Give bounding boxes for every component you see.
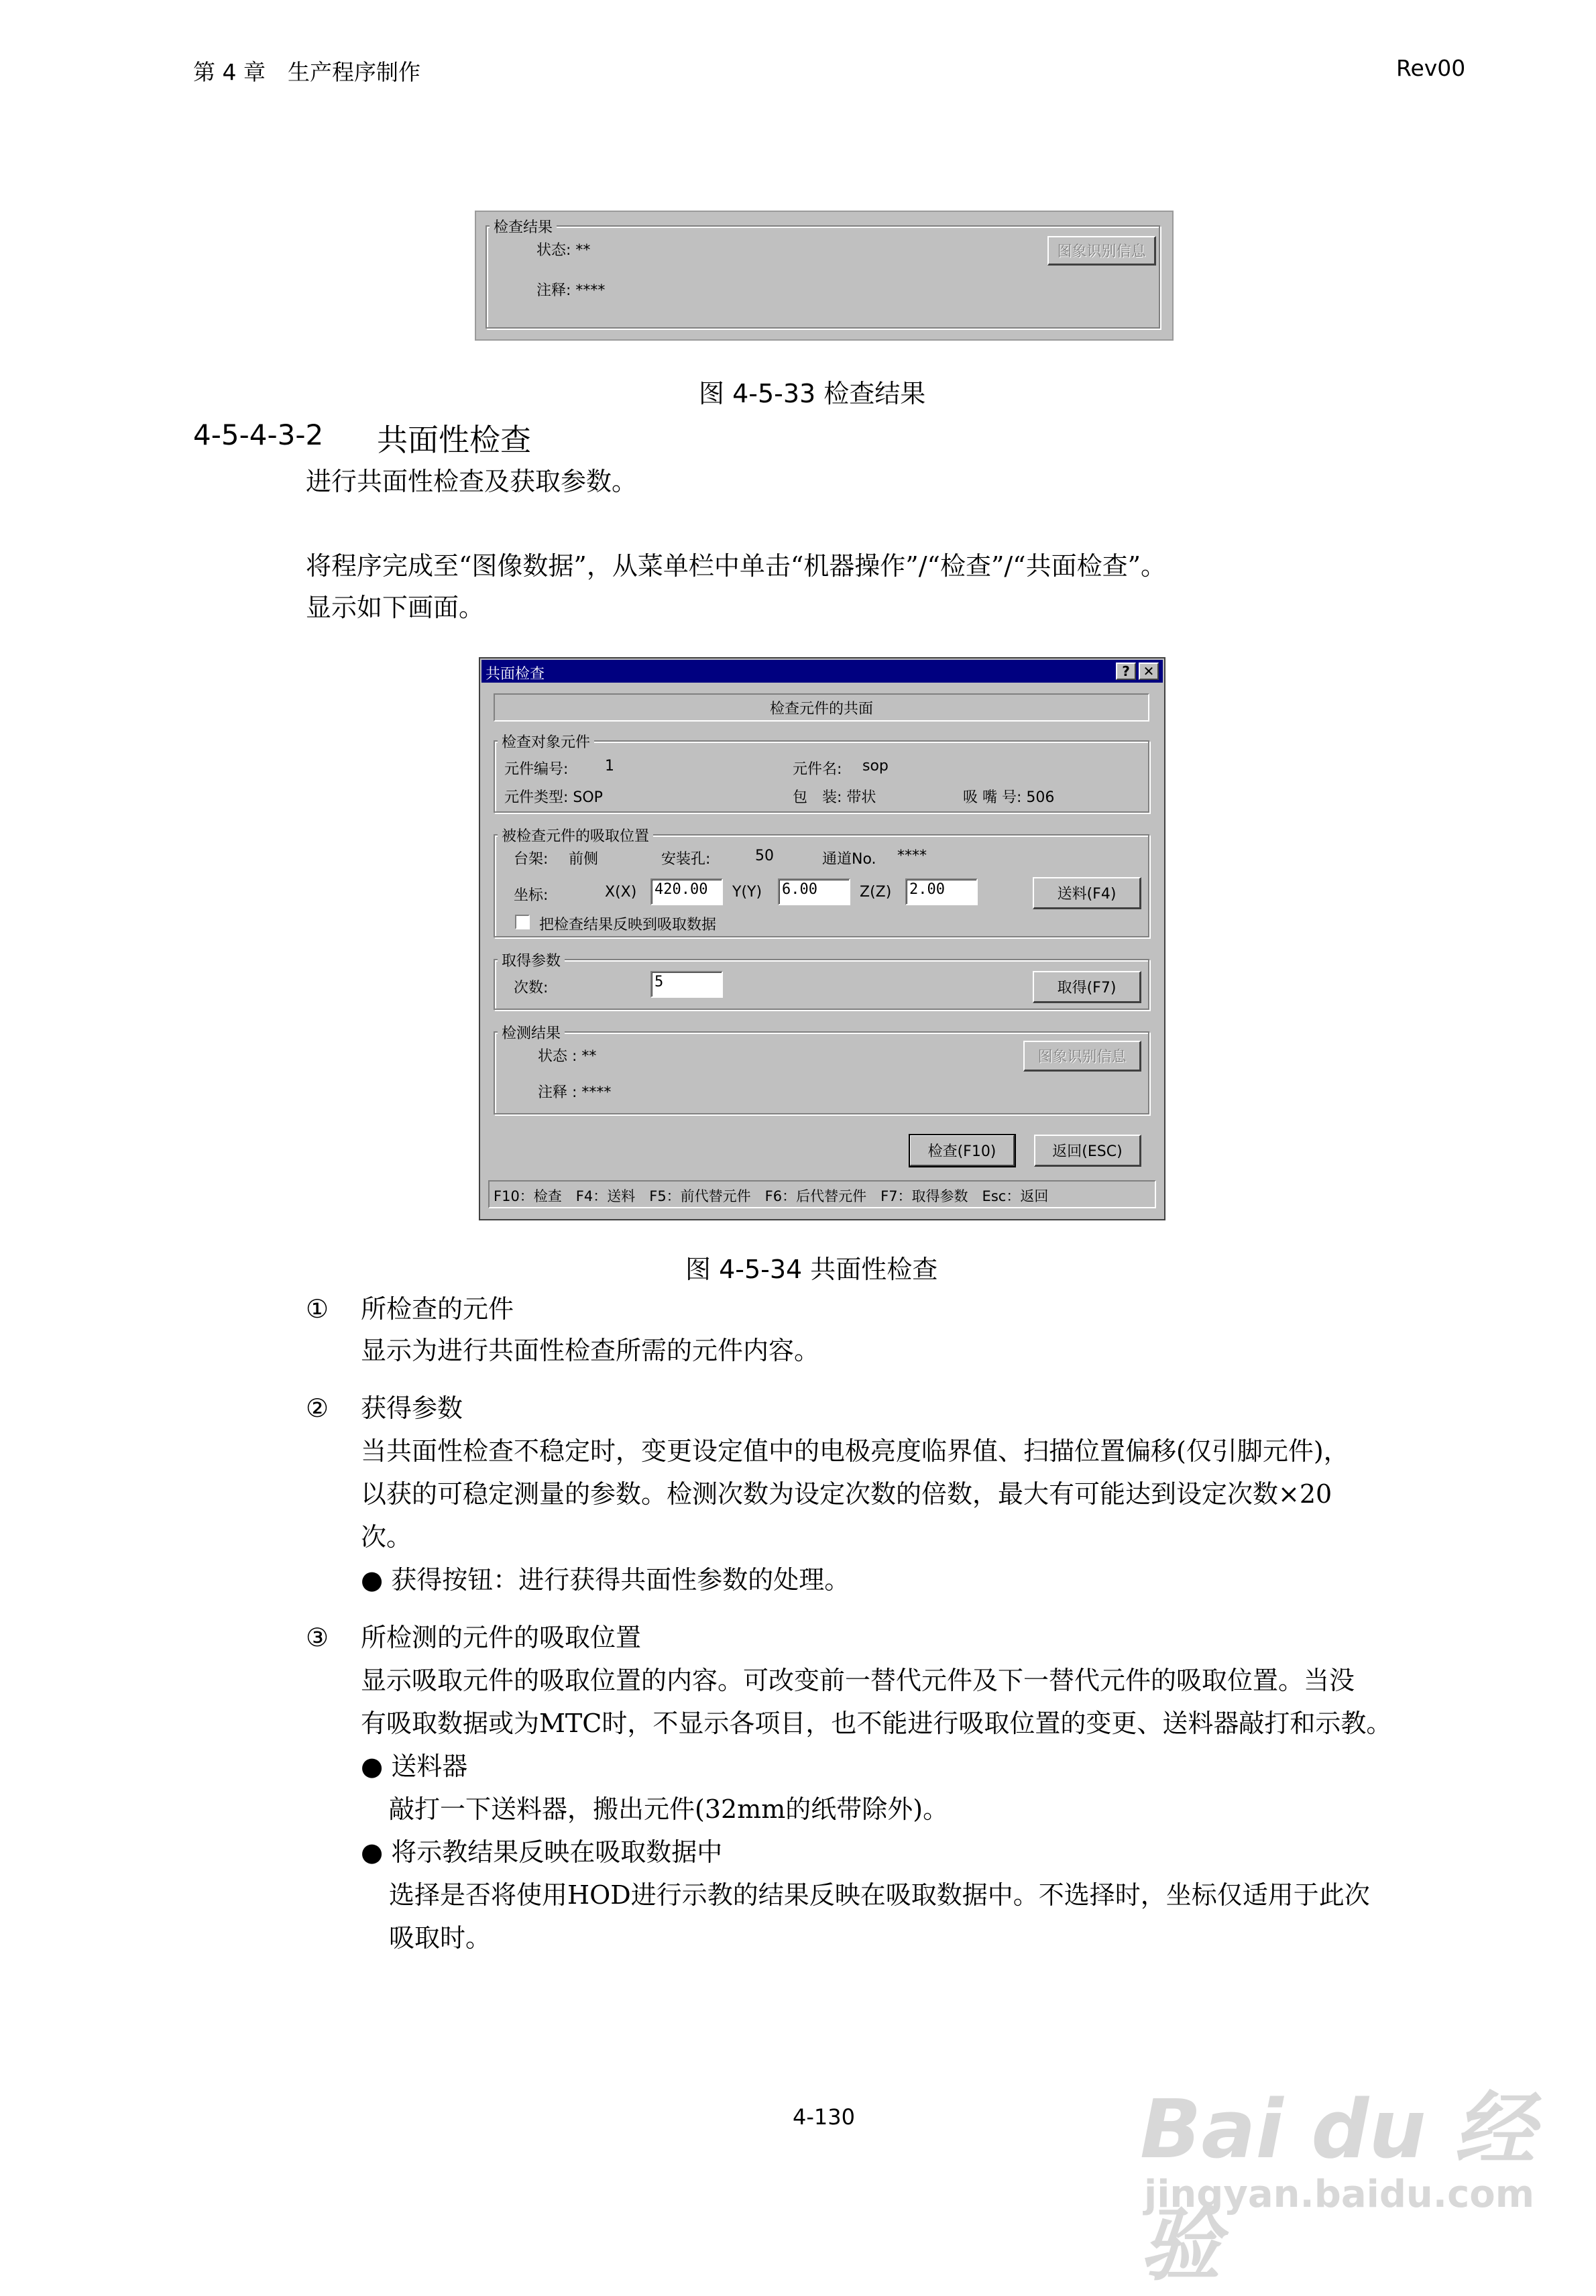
watermark-logo: Bai du 经验	[1140, 2083, 1535, 2292]
figure-caption: 图 4-5-33 检查结果	[699, 379, 926, 408]
item-line: 显示吸取元件的吸取位置的内容。可改变前一替代元件及下一替代元件的吸取位置。当没	[361, 1666, 1355, 1695]
sub-line: 敲打一下送料器，搬出元件(32mm的纸带除外)。	[389, 1794, 949, 1824]
dialog-banner: 检查元件的共面	[494, 693, 1149, 722]
sub-bullet: ● 送料器	[361, 1752, 468, 1781]
part-name-value: sop	[862, 758, 889, 774]
rack-value: 前侧	[569, 851, 599, 868]
result-note-text: 注释 : ****	[538, 1084, 612, 1101]
result-status-text: 状态 : **	[538, 1048, 597, 1065]
hole-label: 安装孔:	[661, 851, 711, 868]
pickup-group-title: 被检查元件的吸取位置	[498, 825, 653, 846]
result-image-info-button[interactable]: 图象识别信息	[1023, 1041, 1141, 1072]
reflect-checkbox[interactable]	[515, 915, 530, 929]
page-number: 4-130	[793, 2104, 855, 2130]
close-icon[interactable]: ✕	[1139, 663, 1159, 680]
y-label: Y(Y)	[732, 884, 762, 901]
note-text: 注释: ****	[536, 282, 606, 299]
item-title: 获得参数	[361, 1393, 463, 1423]
param-group-title: 取得参数	[498, 950, 565, 970]
chapter-header: 第 4 章 生产程序制作	[193, 59, 420, 85]
coord-label: 坐标:	[514, 887, 549, 904]
z-label: Z(Z)	[860, 884, 892, 901]
group-title: 检查结果	[490, 216, 557, 237]
item-marker: ①	[306, 1294, 329, 1324]
inspect-button[interactable]: 检查(F10)	[909, 1135, 1015, 1167]
channel-label: 通道No.	[822, 851, 876, 868]
sub-line: 吸取时。	[389, 1923, 492, 1953]
section-title: 共面性检查	[377, 422, 531, 458]
x-label: X(X)	[605, 884, 637, 901]
section-intro: 进行共面性检查及获取参数。	[306, 467, 638, 496]
part-number-label: 元件编号:	[504, 761, 569, 778]
image-info-button[interactable]: 图象识别信息	[1047, 236, 1156, 266]
inspection-result-panel	[475, 211, 1174, 341]
return-button[interactable]: 返回(ESC)	[1034, 1135, 1141, 1167]
count-label: 次数:	[514, 980, 549, 996]
hole-value: 50	[755, 848, 774, 864]
part-number-value: 1	[605, 758, 614, 774]
package-text: 包 装: 带状	[793, 789, 876, 806]
status-text: 状态: **	[536, 242, 591, 259]
item-marker: ③	[306, 1623, 329, 1652]
item-marker: ②	[306, 1393, 329, 1423]
revision-label: Rev00	[1396, 55, 1466, 81]
item-title: 所检查的元件	[361, 1294, 514, 1324]
item-title: 所检测的元件的吸取位置	[361, 1623, 642, 1652]
count-input[interactable]: 5	[650, 971, 723, 998]
y-coordinate-input[interactable]: 6.00	[778, 878, 850, 905]
get-button[interactable]: 取得(F7)	[1033, 971, 1141, 1003]
part-name-label: 元件名:	[793, 761, 842, 778]
item-line: 显示为进行共面性检查所需的元件内容。	[361, 1336, 820, 1365]
sub-line: 选择是否将使用HOD进行示教的结果反映在吸取数据中。不选择时，坐标仅适用于此次	[389, 1880, 1370, 1910]
reflect-checkbox-label: 把检查结果反映到吸取数据	[539, 917, 717, 933]
result-group-title: 检测结果	[498, 1022, 565, 1043]
item-line: 以获的可稳定测量的参数。检测次数为设定次数的倍数，最大有可能达到设定次数×20	[361, 1479, 1332, 1509]
target-group-title: 检查对象元件	[498, 731, 594, 752]
dialog-titlebar	[481, 660, 1163, 683]
item-bullet: ● 获得按钮：进行获得共面性参数的处理。	[361, 1565, 850, 1595]
item-line: 次。	[361, 1522, 412, 1552]
help-icon[interactable]: ?	[1116, 663, 1136, 680]
section-display-note: 显示如下画面。	[306, 593, 485, 622]
sub-bullet: ● 将示教结果反映在吸取数据中	[361, 1837, 723, 1867]
part-type-text: 元件类型: SOP	[504, 789, 603, 806]
figure-caption-34: 图 4-5-34 共面性检查	[685, 1255, 938, 1284]
dialog-title: 共面检查	[486, 666, 545, 683]
x-coordinate-input[interactable]: 420.00	[650, 878, 723, 905]
z-coordinate-input[interactable]: 2.00	[905, 878, 978, 905]
section-instruction: 将程序完成至“图像数据”，从菜单栏中单击“机器操作”/“检查”/“共面检查”。	[306, 551, 1167, 581]
dialog-statusbar: F10：检查 F4：送料 F5：前代替元件 F6：后代替元件 F7：取得参数 Esc：返回	[488, 1180, 1156, 1208]
section-number: 4-5-4-3-2	[193, 418, 324, 451]
feed-button[interactable]: 送料(F4)	[1033, 877, 1141, 909]
nozzle-text: 吸 嘴 号: 506	[963, 789, 1055, 806]
item-line: 有吸取数据或为MTC时，不显示各项目，也不能进行吸取位置的变更、送料器敲打和示教。	[361, 1709, 1392, 1738]
watermark-url: jingyan.baidu.com	[1144, 2173, 1535, 2216]
rack-label: 台架:	[514, 851, 549, 868]
item-line: 当共面性检查不稳定时，变更设定值中的电极亮度临界值、扫描位置偏移(仅引脚元件)，	[361, 1436, 1349, 1466]
channel-value: ****	[897, 848, 927, 864]
coplanarity-dialog	[479, 657, 1165, 1220]
